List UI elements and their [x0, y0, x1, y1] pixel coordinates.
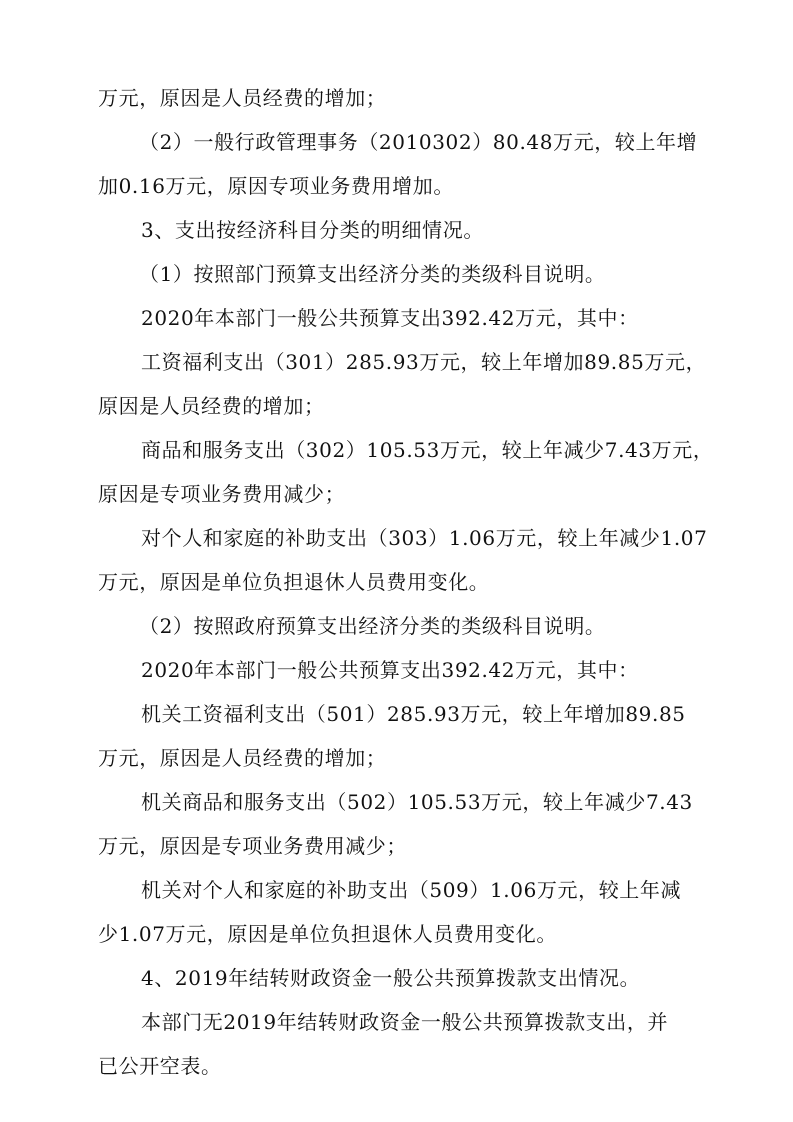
text-line-3: 加0.16万元，原因专项业务费用增加。: [98, 174, 454, 198]
text-line-4: 3、支出按经济科目分类的明细情况。: [141, 218, 484, 242]
text-line-15: 机关工资福利支出（501）285.93万元，较上年增加89.85: [141, 702, 686, 726]
text-line-13: （2）按照政府预算支出经济分类的类级科目说明。: [139, 614, 606, 638]
text-line-16: 万元，原因是人员经费的增加；: [98, 746, 387, 770]
text-line-14: 2020年本部门一般公共预算支出392.42万元，其中：: [141, 658, 639, 682]
text-line-1: 万元，原因是人员经费的增加；: [98, 86, 387, 110]
text-line-19: 机关对个人和家庭的补助支出（509）1.06万元，较上年减: [141, 878, 682, 902]
text-line-18: 万元，原因是专项业务费用减少；: [98, 834, 407, 858]
text-line-21: 4、2019年结转财政资金一般公共预算拨款支出情况。: [141, 966, 641, 990]
text-line-5: （1）按照部门预算支出经济分类的类级科目说明。: [139, 262, 606, 286]
text-line-12: 万元，原因是单位负担退休人员费用变化。: [98, 570, 490, 594]
text-line-7: 工资福利支出（301）285.93万元，较上年增加89.85万元，: [141, 350, 707, 374]
text-line-8: 原因是人员经费的增加；: [98, 394, 325, 418]
text-line-9: 商品和服务支出（302）105.53万元，较上年减少7.43万元，: [141, 438, 714, 462]
text-line-22: 本部门无2019年结转财政资金一般公共预算拨款支出，并: [141, 1010, 669, 1034]
text-line-10: 原因是专项业务费用减少；: [98, 482, 346, 506]
text-line-17: 机关商品和服务支出（502）105.53万元，较上年减少7.43: [141, 790, 693, 814]
text-line-6: 2020年本部门一般公共预算支出392.42万元，其中：: [141, 306, 639, 330]
text-line-20: 少1.07万元，原因是单位负担退休人员费用变化。: [98, 922, 557, 946]
text-line-23: 已公开空表。: [98, 1054, 222, 1078]
text-line-2: （2）一般行政管理事务（2010302）80.48万元，较上年增: [139, 130, 698, 154]
text-line-11: 对个人和家庭的补助支出（303）1.06万元，较上年减少1.07: [141, 526, 708, 550]
